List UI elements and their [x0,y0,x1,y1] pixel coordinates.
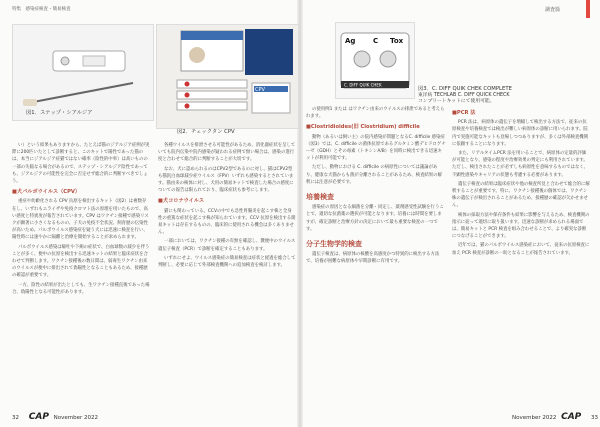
text-column-2 [158,142,296,407]
page-number-left: 32 [12,415,19,421]
text-column-1 [12,142,150,407]
section-heading-culture: 培養検査 [306,193,334,202]
kit-tox-label: Tox [390,37,404,45]
paragraph: 一方、陰性の結果が出たとしても、生ワクチン接種直後であった場合、偽陽性となる可能性があります。 [12,282,150,295]
figure-3-note2: コンプリートキットにて使用可能。 [418,99,495,104]
paragraph: の使用例1 または はワクチン由来のウイルスの排泄であると考えられます。 [306,107,445,120]
figure-2-caption: 図2．チェックタン CPV [177,129,235,135]
figure-3-caption [418,86,588,105]
paragraph: パルボウイルス感染は嘔吐や下痢の症状で、白血球数の減少を伴うことが多く、便中の抗原を検出する迅速キットの結果と臨床症状を合わせて判断します。ワクチン接種後の数日間は、弱毒生ワクチン由来のウイルスが便中に排出されて偽陽性となることもあるため、接種歴の確認が重要です。 [12,244,150,279]
paragraph: 遺伝子検査は、病原体の核酸を高感度かつ特異的に検出する方法で、培養が困難な病原体や早期診断に有用です。 [306,252,440,265]
issue-date-right: November 2022 [512,415,557,421]
kit-ag-label: Ag [345,37,356,45]
paragraph: 猫にも関わっている。CCVの中でも急性胃腸炎を起こす株と全身性の重篤な症状を起こす株が知られています。CCV 抗原を検出する簡易キットは存在するものの、臨床的に使用される機会は多くありません。 [158,208,296,236]
magazine-logo: CAP [28,412,49,422]
section-heading-pcr: ■PCR 法 [452,110,476,116]
kit-brand-label: C. DIFF QUIK CHEK [344,82,382,88]
paragraph: 各種ウイルスを排泄させる可能性があるため、消化器症状を呈していても院内伝染や院内感染が疑われる症例で無い場合は、感染の進行度と合わせて総合的に判断することが大切です。 [158,143,296,163]
figure-3-title: 図3．C. DIFF QUIK CHEK COMPLETE [418,86,512,92]
section-heading-cpv: ■犬パルボウイルス（CPV） [12,189,81,196]
paragraph: 動物（あるいは飼い主）の院内感染が問題となるC. difficile 感染症（図3）では、C. difficile の菌体抗原であるグルタミン酸デヒドロゲナーゼ（GDH）とその毒素（トキシンA/B）を同時に検出できる迅速キットが利用可能です。 [306,134,446,162]
paragraph: 近年では、猫のパルボウイルス感染症において、従来の抗原検査に加え PCR 検査が診断の一助となることが報告されています。 [452,243,590,256]
section-heading-cdiff: ■Clostridioides(旧 Clostridium) difficile [306,124,420,131]
cdiff-kit-illustration [336,23,414,98]
paragraph: 重症や幼齢化される CPV 抗原を検出するキット（図2）は複数存在し、いずれもエライザや免疫クロマト法の原理を用いたもので、高い感度と特異度が報告されています。CPV はワクチン接種で感染リスクが顕著に小さくなるものの、子犬の免疫不全状況、飼育歴の伝染性が高いため、パルボウイルス感染症を疑う犬には迅速に検査を行い、陽性時には速やかに隔離と治療を開始することが求められます。 [12,199,149,241]
paragraph: なお、犬に認められるのはCPV2型であるのに対し、猫はCPV2型も猫汎白血球減少症ウイルス（FPV）いずれも感染するとされています。猫由来の検体に対し、犬用の簡易キットで検査した場合の感度についての報告は限られており、臨床症状も参考にします。 [158,166,294,194]
section-heading-ccv: ■犬コロナウイルス [158,198,205,205]
kit-c-label: C [373,37,379,45]
footer-left [12,412,98,422]
running-header-left: 特集 感染症検査・簡易検査 [12,7,71,12]
paragraph: ただし、動物における C. difficile の病原性については議論があり、健康な犬猫からも菌が分離されることがあるため、検査結果の解釈には注意が必要です。 [306,165,442,185]
paragraph: 遺伝子検査の結果は臨床症状や他の検査所見と合わせて総合的に解釈することが重要です。特に、ワクチン接種後の個体では、ワクチン株の遺伝子が検出されることがあるため、接種歴の確認が欠かせません。 [452,181,590,209]
footer-right [512,412,598,422]
figure-3-note1: 東洋紡 TECHLAB C. DIFF QUICK CHECK [418,93,510,98]
section-heading-molecular: 分子生物学的検査 [306,240,362,249]
paragraph: PCR 法は、病原体の遺伝子を増幅して検出する方法で、従来の抗原検査や培養検査では検出が難しい病原体の診断に用いられます。院内で実施可能なキットも登場しつつありますが、多くは外部検査機関に依頼することになります。 [452,120,589,147]
figure-3-photo [335,22,415,99]
paragraph: 検体の採取方法や保存条件も結果に影響を与えるため、検査機関の指示に従って適切に取り扱います。迅速な診断が求められる場面では、簡易キットと PCR 検査を組み合わせることで、より確実な診断につなげることができます。 [452,212,590,240]
magazine-logo: CAP [561,412,582,422]
paragraph: 一部においては、ワクチン接種の有無を確認し、糞便中のウイルス遺伝子検査（PCR）で診断を確定することもあります。 [158,239,296,252]
figure-1-photo [12,24,154,121]
running-header-right: 調査篇 [545,7,561,13]
figure-1-caption: 図1．ステップ・シアルジア [26,110,93,116]
section-tab [586,0,590,18]
text-column-4 [452,106,590,406]
text-column-3 [306,106,446,406]
box-label: CPV [255,87,265,93]
paragraph: また、リアルタイムPCR 法を用いることで、病原体の定量的評価が可能となり、感染の程度や治療効果の判定にも利用されています。ただし、検出されたことが必ずしも病原性を意味するものではなく、不顕性感染やキャリアの状態も考慮する必要があります。 [452,151,589,178]
paragraph: いずれにせよ、ウイルス感染症の簡易検査は症状と経過を総合して判断し、必要に応じて外部検査機関への追加検査を検討します。 [158,255,296,269]
issue-date-left: November 2022 [53,415,99,421]
test-kit-illustration [13,25,153,120]
figure-2-photo [156,24,299,129]
paragraph: い）という結果もありますから、たとえば猫のジアルジア症例が実際に200匹いたとして診断すると、このキットで陽性であった猫のは、本当にジアルジア症猫ではない確率（陰性的中率）は高いものの一部の失陥なる場合があるので、ステップ・シアルジア陰性であっても、ジアルジアの可能性を完全に否定せず総合的に判断すべきでしょう。 [12,143,150,185]
cpv-kit-illustration [157,25,298,128]
page-number-right: 33 [591,415,599,421]
paragraph: 感染症の原因となる細菌を分離・同定し、薬剤感受性試験を行うことで、適切な抗菌薬の選択が可能となります。培養には時間を要しますが、確定診断と治療方針の決定において最も重要な検査の一つです。 [306,205,444,232]
